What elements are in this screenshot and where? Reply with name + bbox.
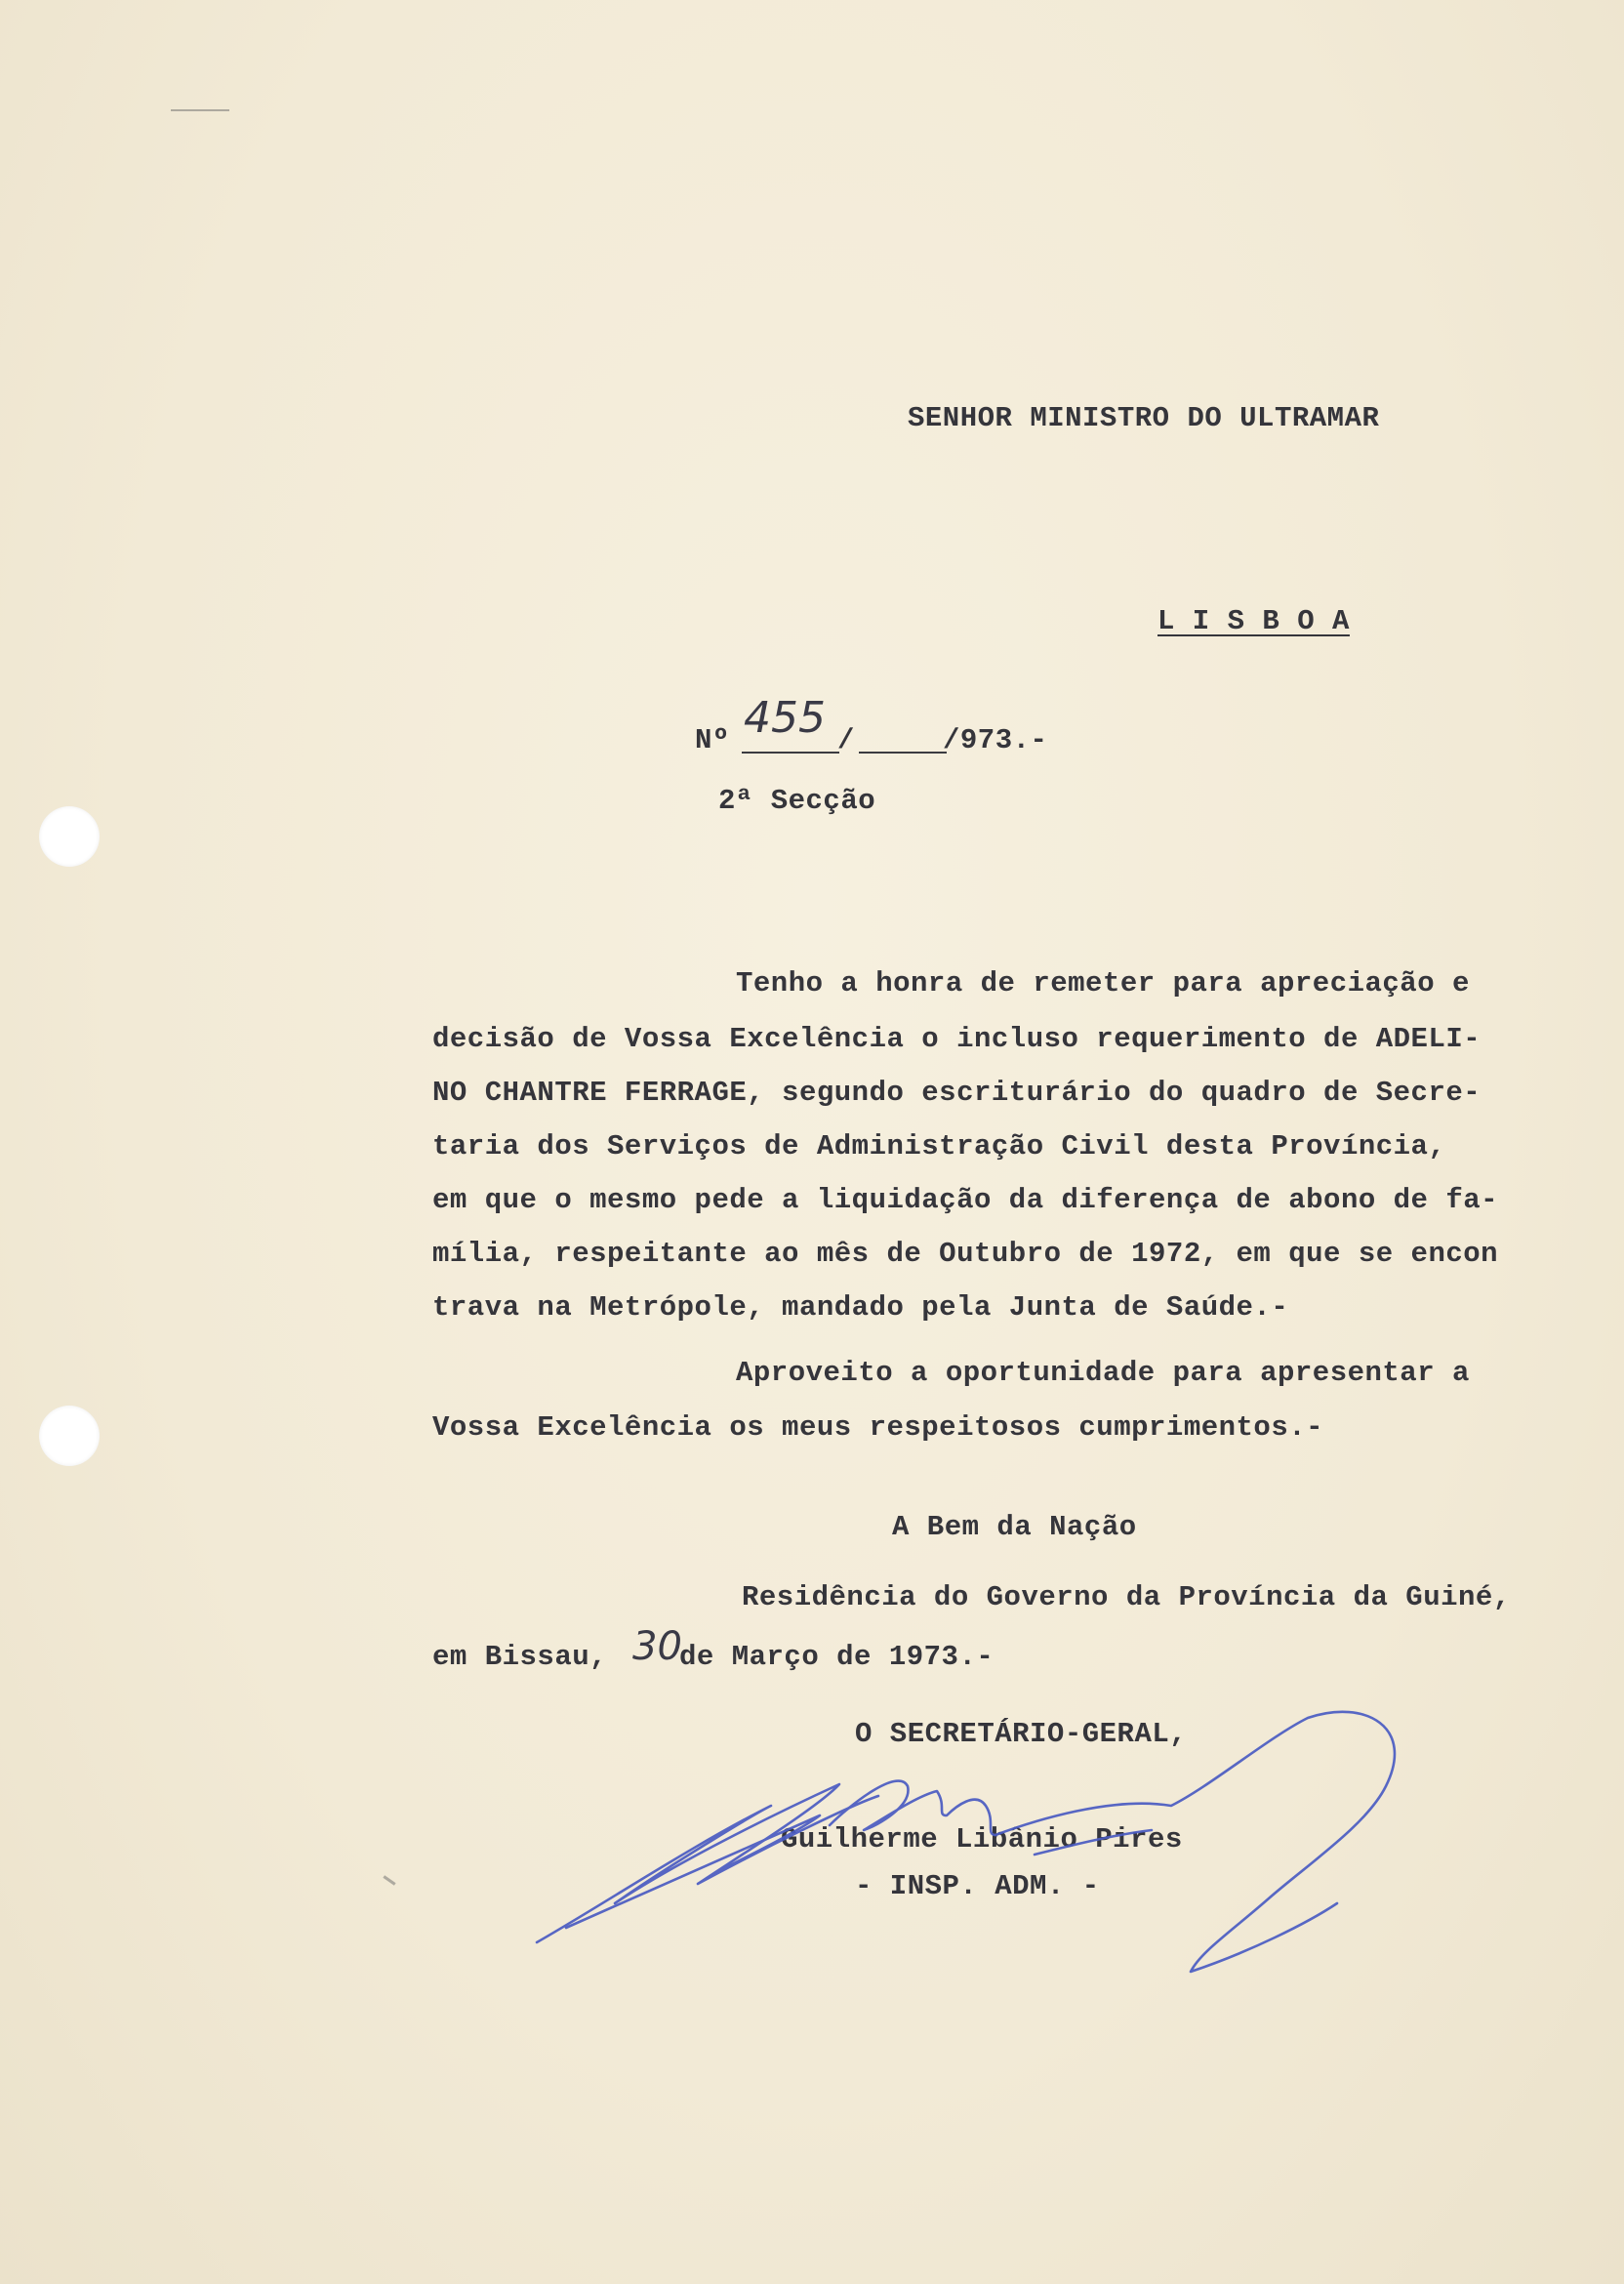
number-separator: / [837, 724, 855, 756]
section: 2ª Secção [718, 785, 876, 817]
body-line: taria dos Serviços de Administração Civil desta Província, [432, 1130, 1446, 1162]
place-line: Residência do Governo da Província da Guiné, [742, 1581, 1511, 1613]
stray-mark [383, 1875, 395, 1885]
date-prefix: em Bissau, [432, 1641, 608, 1673]
body-line: trava na Metrópole, mandado pela Junta de Saúde.- [432, 1291, 1289, 1324]
punch-hole-top [39, 806, 100, 867]
number-prefix: Nº [695, 724, 730, 756]
body-line: decisão de Vossa Excelência o incluso requerimento de ADELI- [432, 1023, 1482, 1055]
number-field-1 [742, 752, 839, 754]
addressee: SENHOR MINISTRO DO ULTRAMAR [908, 402, 1380, 434]
date-suffix: de Março de 1973.- [679, 1641, 995, 1673]
body-line: NO CHANTRE FERRAGE, segundo escriturário do quadro de Secre- [432, 1077, 1482, 1109]
signatory-rank: - INSP. ADM. - [855, 1870, 1100, 1902]
city: L I S B O A [1157, 605, 1350, 637]
body-line: Aproveito a oportunidade para apresentar a [736, 1357, 1470, 1389]
handwritten-signature [527, 1659, 1425, 2011]
salutation: A Bem da Nação [892, 1511, 1137, 1543]
punch-hole-bottom [39, 1406, 100, 1466]
number-handwritten: 455 [744, 693, 826, 743]
body-line: Vossa Excelência os meus respeitosos cumprimentos.- [432, 1411, 1324, 1444]
number-field-2 [859, 752, 947, 754]
signature-title: O SECRETÁRIO-GERAL, [855, 1718, 1188, 1750]
body-line: em que o mesmo pede a liquidação da diferença de abono de fa- [432, 1184, 1499, 1216]
date-day-handwritten: 30 [632, 1624, 682, 1669]
signatory-name: Guilherme Libânio Pires [781, 1823, 1183, 1856]
body-line: mília, respeitante ao mês de Outubro de 1972, em que se encon [432, 1238, 1499, 1270]
stray-mark [171, 109, 229, 111]
body-line: Tenho a honra de remeter para apreciação e [736, 967, 1470, 999]
year-suffix: /973.- [943, 724, 1048, 756]
